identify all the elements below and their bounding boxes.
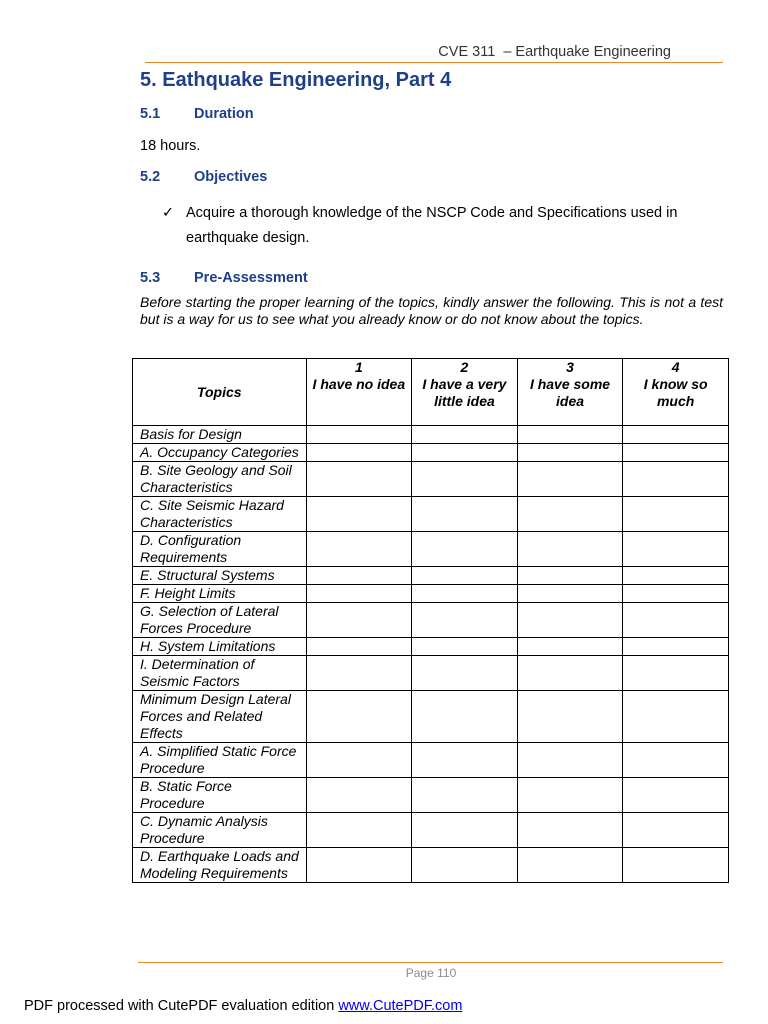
- section-title: Objectives: [194, 169, 268, 185]
- footer-divider: [138, 962, 723, 963]
- rating-cell[interactable]: [623, 603, 729, 638]
- table-row: [133, 848, 729, 883]
- rating-cell[interactable]: [517, 444, 623, 462]
- rating-cell[interactable]: [517, 778, 623, 813]
- topic-cell: E. Structural Systems: [133, 567, 307, 585]
- rating-cell[interactable]: [412, 462, 518, 497]
- rating-cell[interactable]: [517, 743, 623, 778]
- rating-cell[interactable]: [412, 532, 518, 567]
- rating-cell[interactable]: [517, 532, 623, 567]
- table-row: [133, 778, 729, 813]
- rating-cell[interactable]: [517, 497, 623, 532]
- topic-cell: D. Configuration Requirements: [133, 532, 307, 567]
- rating-cell[interactable]: [517, 462, 623, 497]
- topic-cell: D. Earthquake Loads and Modeling Requirements: [133, 848, 307, 883]
- table-header-row: [133, 359, 729, 426]
- table-row: [133, 497, 729, 532]
- rating-cell[interactable]: [623, 426, 729, 444]
- table-row: [133, 444, 729, 462]
- rating-cell[interactable]: [623, 462, 729, 497]
- duration-text: 18 hours.: [140, 138, 201, 154]
- table-row: [133, 603, 729, 638]
- table-row: [133, 638, 729, 656]
- table-row: [133, 656, 729, 691]
- table-row: [133, 462, 729, 497]
- rating-cell[interactable]: [623, 444, 729, 462]
- rating-cell[interactable]: [623, 848, 729, 883]
- rating-cell[interactable]: [517, 585, 623, 603]
- pdf-notice-text: PDF processed with CutePDF evaluation edition: [24, 998, 339, 1014]
- rating-cell[interactable]: [412, 638, 518, 656]
- pdf-processing-notice: [24, 998, 462, 1014]
- column-header-topics: Topics: [133, 359, 307, 426]
- column-header-rating-4: [623, 359, 729, 426]
- table-row: [133, 426, 729, 444]
- rating-cell[interactable]: [412, 603, 518, 638]
- column-header-rating-1: [306, 359, 412, 426]
- rating-cell[interactable]: [517, 603, 623, 638]
- cutepdf-link[interactable]: www.CutePDF.com: [338, 998, 463, 1014]
- rating-cell[interactable]: [306, 603, 412, 638]
- rating-number: 3: [566, 359, 574, 375]
- rating-cell[interactable]: [306, 497, 412, 532]
- rating-cell[interactable]: [412, 497, 518, 532]
- rating-cell[interactable]: [517, 638, 623, 656]
- column-header-rating-3: [517, 359, 623, 426]
- table-row: [133, 532, 729, 567]
- rating-cell[interactable]: [623, 567, 729, 585]
- rating-cell[interactable]: [623, 497, 729, 532]
- rating-cell[interactable]: [306, 813, 412, 848]
- section-number: 5.3: [140, 270, 161, 286]
- rating-cell[interactable]: [517, 691, 623, 743]
- running-header: CVE 311 – Earthquake Engineering: [438, 44, 671, 60]
- rating-cell[interactable]: [623, 743, 729, 778]
- rating-label: I have no idea: [312, 376, 406, 392]
- table-row: [133, 585, 729, 603]
- topic-cell: B. Site Geology and Soil Characteristics: [133, 462, 307, 497]
- rating-cell[interactable]: [306, 585, 412, 603]
- rating-number: 4: [671, 359, 680, 375]
- chapter-title: 5. Eathquake Engineering, Part 4: [140, 69, 452, 91]
- section-number: 5.2: [140, 169, 161, 185]
- page-number: Page 110: [405, 966, 457, 980]
- rating-cell[interactable]: [306, 778, 412, 813]
- rating-cell[interactable]: [412, 444, 518, 462]
- rating-label: I have some idea: [529, 376, 611, 409]
- rating-cell[interactable]: [306, 656, 412, 691]
- topic-cell: C. Site Seismic Hazard Characteristics: [133, 497, 307, 532]
- rating-cell[interactable]: [412, 656, 518, 691]
- rating-cell[interactable]: [306, 638, 412, 656]
- rating-cell[interactable]: [517, 656, 623, 691]
- topic-cell: C. Dynamic Analysis Procedure: [133, 813, 307, 848]
- rating-cell[interactable]: [517, 426, 623, 444]
- section-heading-duration: [140, 106, 254, 122]
- topic-cell: A. Occupancy Categories: [133, 444, 307, 462]
- section-heading-pre-assessment: [140, 270, 308, 286]
- rating-number: 2: [460, 359, 469, 375]
- rating-cell[interactable]: [412, 567, 518, 585]
- rating-cell[interactable]: [412, 743, 518, 778]
- rating-cell[interactable]: [412, 585, 518, 603]
- column-header-rating-2: [412, 359, 518, 426]
- rating-cell[interactable]: [623, 585, 729, 603]
- pre-assessment-intro: Before starting the proper learning of the topics, kindly answer the following. This is not a test but is a way for us to see what you already know or do not know about the topics.: [140, 294, 723, 327]
- table-row: [133, 691, 729, 743]
- topic-cell: H. System Limitations: [133, 638, 307, 656]
- rating-cell[interactable]: [412, 813, 518, 848]
- section-number: 5.1: [140, 106, 161, 122]
- topic-cell: A. Simplified Static Force Procedure: [133, 743, 307, 778]
- topic-cell: B. Static Force Procedure: [133, 778, 307, 813]
- header-divider: [145, 62, 723, 63]
- objective-text: Acquire a thorough knowledge of the NSCP Code and Specifications used in earthquake design.: [186, 205, 678, 246]
- topic-cell: Basis for Design: [133, 426, 307, 444]
- checkmark-icon: ✓: [162, 205, 175, 221]
- rating-cell[interactable]: [306, 426, 412, 444]
- topic-cell: I. Determination of Seismic Factors: [133, 656, 307, 691]
- rating-cell[interactable]: [306, 691, 412, 743]
- topic-cell: G. Selection of Lateral Forces Procedure: [133, 603, 307, 638]
- rating-label: I know so much: [643, 376, 708, 409]
- rating-cell[interactable]: [412, 848, 518, 883]
- rating-cell[interactable]: [623, 778, 729, 813]
- section-title: Duration: [194, 106, 254, 122]
- rating-cell[interactable]: [306, 743, 412, 778]
- table-row: [133, 743, 729, 778]
- rating-cell[interactable]: [623, 813, 729, 848]
- rating-cell[interactable]: [412, 691, 518, 743]
- section-title: Pre-Assessment: [194, 270, 308, 286]
- rating-cell[interactable]: [306, 462, 412, 497]
- rating-number: 1: [354, 359, 363, 375]
- rating-cell[interactable]: [623, 691, 729, 743]
- rating-cell[interactable]: [306, 444, 412, 462]
- rating-cell[interactable]: [517, 813, 623, 848]
- rating-cell[interactable]: [517, 567, 623, 585]
- topic-cell: F. Height Limits: [133, 585, 307, 603]
- rating-cell[interactable]: [412, 778, 518, 813]
- rating-cell[interactable]: [306, 532, 412, 567]
- rating-cell[interactable]: [306, 567, 412, 585]
- rating-cell[interactable]: [623, 532, 729, 567]
- rating-cell[interactable]: [517, 848, 623, 883]
- pre-assessment-table: [132, 358, 729, 883]
- objective-item: [162, 201, 722, 251]
- rating-cell[interactable]: [623, 638, 729, 656]
- rating-label: I have a very little idea: [422, 376, 507, 409]
- rating-cell[interactable]: [412, 426, 518, 444]
- table-row: [133, 813, 729, 848]
- rating-cell[interactable]: [623, 656, 729, 691]
- table-row: [133, 567, 729, 585]
- section-heading-objectives: [140, 169, 267, 185]
- rating-cell[interactable]: [306, 848, 412, 883]
- topic-cell: Minimum Design Lateral Forces and Related Effects: [133, 691, 307, 743]
